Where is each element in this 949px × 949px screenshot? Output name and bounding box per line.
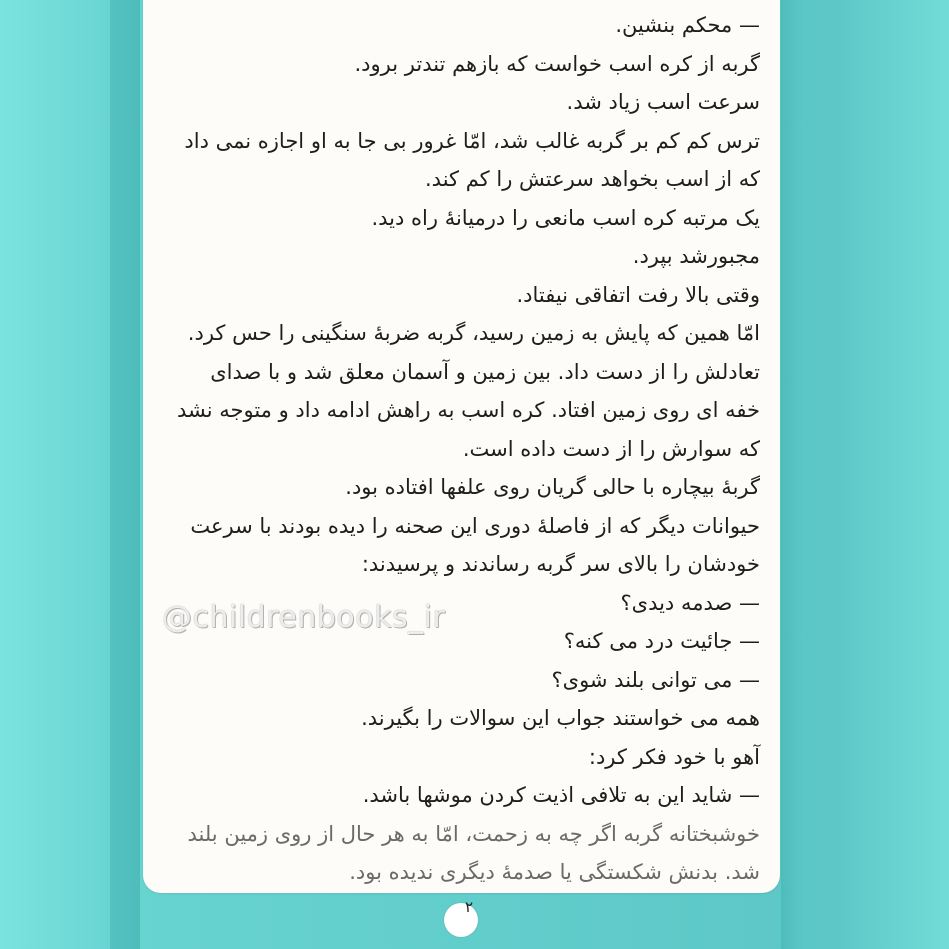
text-line: وقتی بالا رفت اتفاقی نیفتاد. xyxy=(516,282,760,307)
page-edge-right xyxy=(781,0,805,949)
text-line: گربه از کره اسب خواست که بازهم تندتر برود. xyxy=(354,51,760,76)
text-line: مجبورشد بپرد. xyxy=(632,244,760,268)
page-edge-left xyxy=(110,0,140,949)
text-line: حیوانات دیگر که از فاصلهٔ دوری این صحنه را دیده بودند با سرعت xyxy=(190,513,760,538)
watermark: @childrenbooks_ir xyxy=(162,600,446,635)
text-line: شد. بدنش شکستگی یا صدمهٔ دیگری ندیده بود. xyxy=(349,860,760,884)
text-line: — شاید این به تلافی اذیت کردن موشها باشد. xyxy=(362,783,760,807)
text-line: همه می خواستند جواب این سوالات را بگیرند. xyxy=(361,706,760,730)
text-line: گربهٔ بیچاره با حالی گریان روی علفها افتاده بود. xyxy=(345,475,760,499)
story-text xyxy=(176,6,760,892)
text-line: خودشان را بالای سر گربه رساندند و پرسیدند: xyxy=(361,552,760,576)
page-number: ۲ xyxy=(465,898,474,916)
text-line: یک مرتبه کره اسب مانعی را درمیانهٔ راه دید. xyxy=(371,205,760,230)
text-line: امّا همین که پایش به زمین رسید، گربه ضربهٔ سنگینی را حس کرد. xyxy=(187,321,760,345)
text-line: — صدمه دیدی؟ xyxy=(620,590,760,615)
text-line: سرعت اسب زیاد شد. xyxy=(566,90,760,114)
text-line: تعادلش را از دست داد. بین زمین و آسمان معلق شد و با صدای xyxy=(210,359,760,384)
text-line: خفه ای روی زمین افتاد. کره اسب به راهش ادامه داد و متوجه نشد xyxy=(176,398,760,422)
text-line: — محکم بنشین. xyxy=(615,13,760,37)
text-line: که سوارش را از دست داده است. xyxy=(462,436,760,461)
text-line: — می توانی بلند شوی؟ xyxy=(551,667,760,692)
text-line: آهو با خود فکر کرد: xyxy=(588,744,760,769)
text-line: ترس کم کم بر گربه غالب شد، امّا غرور بی جا به او اجازه نمی داد xyxy=(184,128,760,153)
text-line: خوشبختانه گربه اگر چه به زحمت، امّا به هر حال از روی زمین بلند xyxy=(187,821,760,846)
text-line: — جائیت درد می کنه؟ xyxy=(563,629,760,653)
text-line: که از اسب بخواهد سرعتش را کم کند. xyxy=(425,167,760,191)
